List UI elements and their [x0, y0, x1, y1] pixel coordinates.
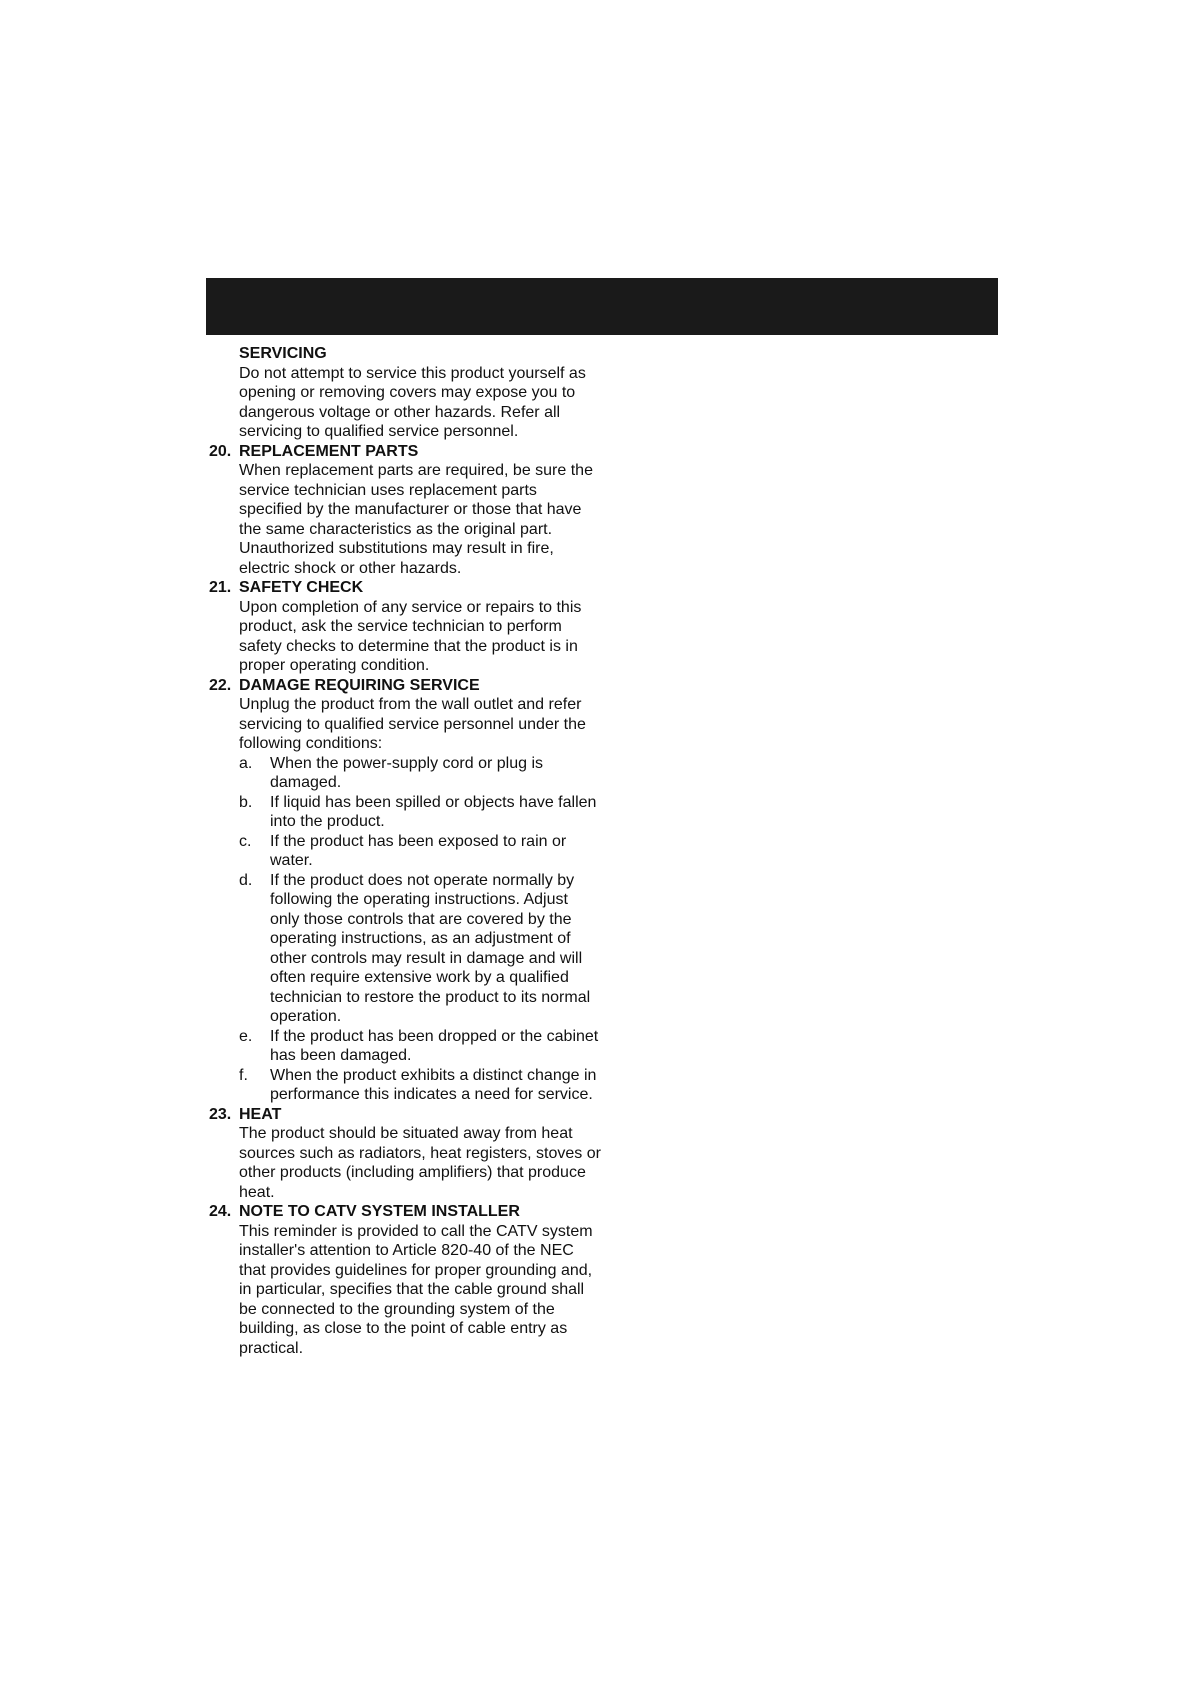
condition-letter: a.	[239, 754, 253, 772]
condition-text: If liquid has been spilled or objects have fallen into the product.	[270, 793, 597, 830]
condition-item-e	[239, 1027, 601, 1066]
condition-letter: d.	[239, 871, 253, 889]
condition-item-b	[239, 793, 601, 832]
section-safety-check	[206, 578, 601, 676]
section-body: When replacement parts are required, be sure the service technician uses replacement parts specified by the manufacturer or those that have the same characteristics as the original part. Unauthorized substitutions may result in fire, electric shock or other hazards.	[239, 462, 593, 577]
condition-text: If the product has been exposed to rain or water.	[270, 832, 567, 869]
condition-item-a	[239, 754, 601, 793]
condition-text: If the product has been dropped or the cabinet has been damaged.	[270, 1027, 599, 1064]
section-title: SAFETY CHECK	[239, 579, 364, 596]
section-damage-requiring-service	[206, 676, 601, 1105]
section-number: 23.	[209, 1105, 232, 1123]
section-replacement-parts	[206, 442, 601, 579]
page-header-bar	[206, 278, 998, 335]
section-title: HEAT	[239, 1105, 282, 1123]
condition-text: If the product does not operate normally by following the operating instructions. Adjust only those controls that are covered by the operating instructions, as an adjustment of other controls may result in damage and will often require extensive work by a qualified technician to restore the product to its normal operation.	[270, 871, 591, 1025]
section-body: Do not attempt to service this product yourself as opening or removing covers may expose you to dangerous voltage or other hazards. Refer all servicing to qualified service personnel.	[239, 364, 586, 440]
condition-letter: e.	[239, 1027, 253, 1045]
section-number: 24.	[209, 1203, 232, 1220]
condition-item-d	[239, 871, 601, 1027]
section-body: Unplug the product from the wall outlet and refer servicing to qualified service personnel under the following conditions:	[239, 696, 586, 752]
section-title: NOTE TO CATV SYSTEM INSTALLER	[239, 1203, 520, 1220]
safety-instructions	[206, 344, 601, 1358]
condition-text: When the product exhibits a distinct change in performance this indicates a need for service.	[270, 1066, 597, 1103]
section-servicing	[206, 344, 601, 442]
condition-letter: f.	[239, 1066, 248, 1084]
condition-list	[239, 754, 601, 1105]
section-body: Upon completion of any service or repairs to this product, ask the service technician to perform safety checks to determine that the product is in proper operating condition.	[239, 598, 582, 674]
section-body: This reminder is provided to call the CATV system installer's attention to Article 820-40 of the NEC that provides guidelines for proper grounding and, in particular, specifies that the cable ground shall be connected to the grounding system of the building, as close to the point of cable entry as practical.	[239, 1222, 593, 1357]
section-body: The product should be situated away from heat sources such as radiators, heat registers, stoves or other products (including amplifiers) that produce heat.	[239, 1125, 601, 1201]
condition-text: When the power-supply cord or plug is damaged.	[270, 754, 544, 791]
condition-item-c	[239, 832, 601, 871]
section-heat	[206, 1105, 601, 1203]
section-title: SERVICING	[239, 345, 327, 362]
section-number: 20.	[209, 442, 232, 460]
section-number: 22.	[209, 676, 232, 694]
section-title: REPLACEMENT PARTS	[239, 442, 419, 460]
section-title: DAMAGE REQUIRING SERVICE	[239, 676, 480, 694]
section-catv-installer-note	[206, 1202, 601, 1358]
section-number: 21.	[209, 579, 232, 596]
condition-item-f	[239, 1066, 601, 1105]
condition-letter: c.	[239, 832, 252, 850]
condition-letter: b.	[239, 793, 253, 811]
